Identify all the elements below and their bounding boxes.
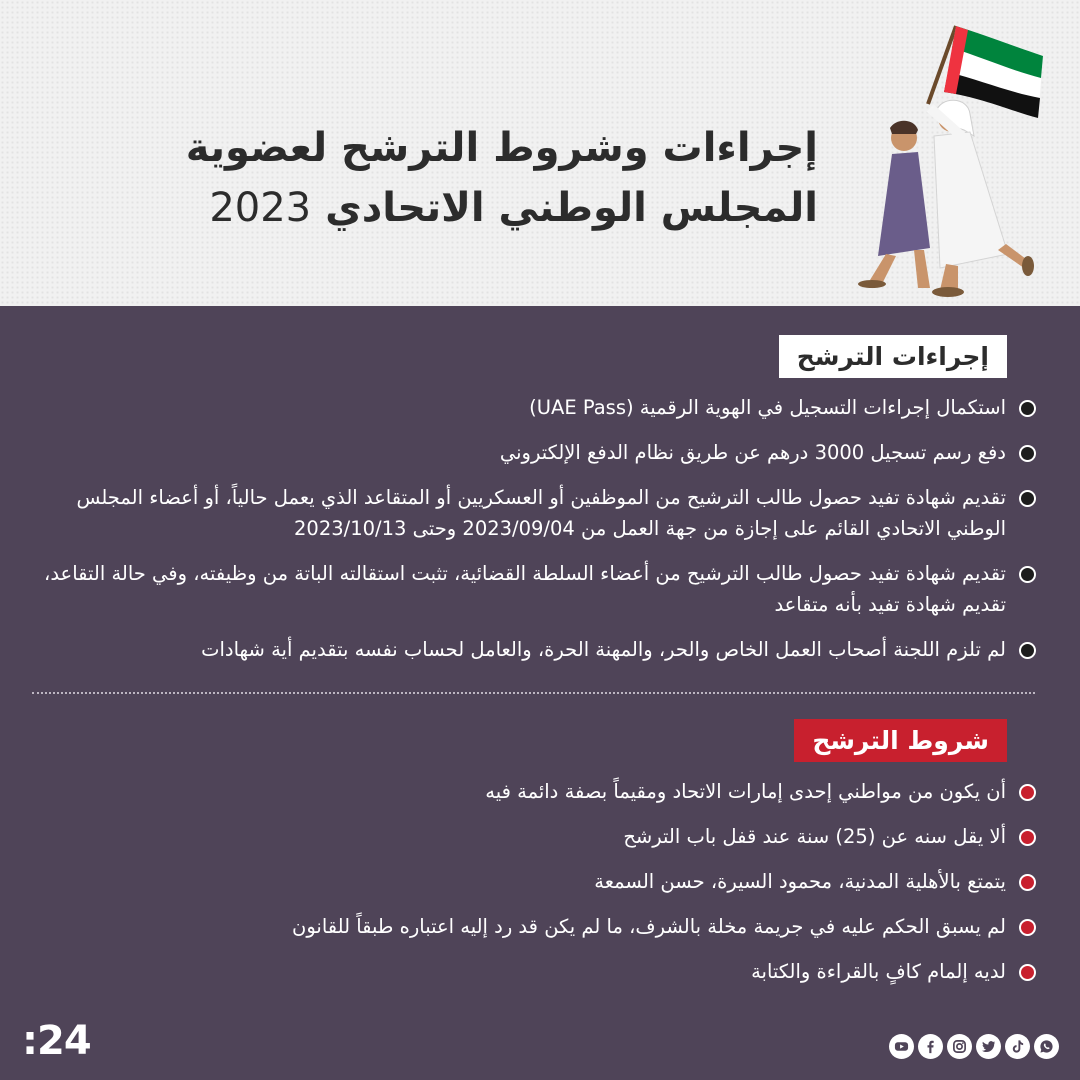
children-with-uae-flag-illustration xyxy=(848,18,1080,306)
list-item xyxy=(36,776,1036,807)
instagram-icon[interactable] xyxy=(947,1034,972,1059)
bullet-icon xyxy=(1019,642,1036,659)
list-item-text: أن يكون من مواطني إحدى إمارات الاتحاد ومقيماً بصفة دائمة فيه xyxy=(485,780,1006,803)
header-banner xyxy=(0,0,1080,306)
procedures-list xyxy=(36,392,1036,679)
list-item-text: لديه إلمام كافٍ بالقراءة والكتابة xyxy=(751,960,1006,983)
list-item xyxy=(36,392,1036,423)
list-item-text: يتمتع بالأهلية المدنية، محمود السيرة، حسن السمعة xyxy=(594,870,1006,893)
list-item xyxy=(36,911,1036,942)
list-item-text: تقديم شهادة تفيد حصول طالب الترشيح من أعضاء السلطة القضائية، تثبت استقالته الباتة من وظيفته، وفي حالة التقاعد، تقديم شهادة تفيد بأنه متقاعد xyxy=(44,562,1006,616)
conditions-heading: شروط الترشح xyxy=(794,719,1007,762)
bullet-icon xyxy=(1019,964,1036,981)
facebook-icon[interactable] xyxy=(918,1034,943,1059)
content-panel xyxy=(0,306,1080,1080)
list-item-text: ألا يقل سنه عن (25) سنة عند قفل باب الترشح xyxy=(623,825,1006,848)
bullet-icon xyxy=(1019,490,1036,507)
bullet-icon xyxy=(1019,566,1036,583)
title-line-2 xyxy=(178,178,818,238)
list-item xyxy=(36,437,1036,468)
bullet-icon xyxy=(1019,829,1036,846)
list-item-text: استكمال إجراءات التسجيل في الهوية الرقمية (UAE Pass) xyxy=(529,396,1006,419)
list-item-text: تقديم شهادة تفيد حصول طالب الترشيح من الموظفين أو العسكريين أو المتقاعد الذي يعمل حالياً، أو أعضاء المجلس الوطني الاتحادي القائم على إجازة من جهة العمل من 2023/09/04 وحتى 2023/10/13 xyxy=(76,486,1006,540)
conditions-list xyxy=(36,776,1036,1001)
child-right xyxy=(930,100,1034,297)
bullet-icon xyxy=(1019,919,1036,936)
list-item xyxy=(36,821,1036,852)
bullet-icon xyxy=(1019,400,1036,417)
list-item xyxy=(36,634,1036,665)
list-item-text: دفع رسم تسجيل 3000 درهم عن طريق نظام الدفع الإلكتروني xyxy=(499,441,1006,464)
bullet-icon xyxy=(1019,874,1036,891)
tiktok-icon[interactable] xyxy=(1005,1034,1030,1059)
bullet-icon xyxy=(1019,445,1036,462)
social-icons xyxy=(889,1034,1059,1059)
bullet-icon xyxy=(1019,784,1036,801)
list-item xyxy=(36,866,1036,897)
list-item-text: لم يسبق الحكم عليه في جريمة مخلة بالشرف، ما لم يكن قد رد إليه اعتباره طبقاً للقانون xyxy=(292,915,1006,938)
dotted-divider xyxy=(32,692,1035,694)
whatsapp-icon[interactable] xyxy=(1034,1034,1059,1059)
title-line-2-text: المجلس الوطني الاتحادي xyxy=(325,185,818,231)
list-item xyxy=(36,956,1036,987)
brand-logo: :24 xyxy=(22,1018,91,1064)
title-year: 2023 xyxy=(209,185,312,231)
page-title xyxy=(178,118,818,238)
list-item xyxy=(36,558,1036,620)
child-left xyxy=(858,121,930,288)
youtube-icon[interactable] xyxy=(889,1034,914,1059)
title-line-1: إجراءات وشروط الترشح لعضوية xyxy=(185,125,818,171)
twitter-icon[interactable] xyxy=(976,1034,1001,1059)
list-item-text: لم تلزم اللجنة أصحاب العمل الخاص والحر، والمهنة الحرة، والعامل لحساب نفسه بتقديم أية شهادات xyxy=(201,638,1006,661)
list-item xyxy=(36,482,1036,544)
procedures-heading: إجراءات الترشح xyxy=(779,335,1007,378)
